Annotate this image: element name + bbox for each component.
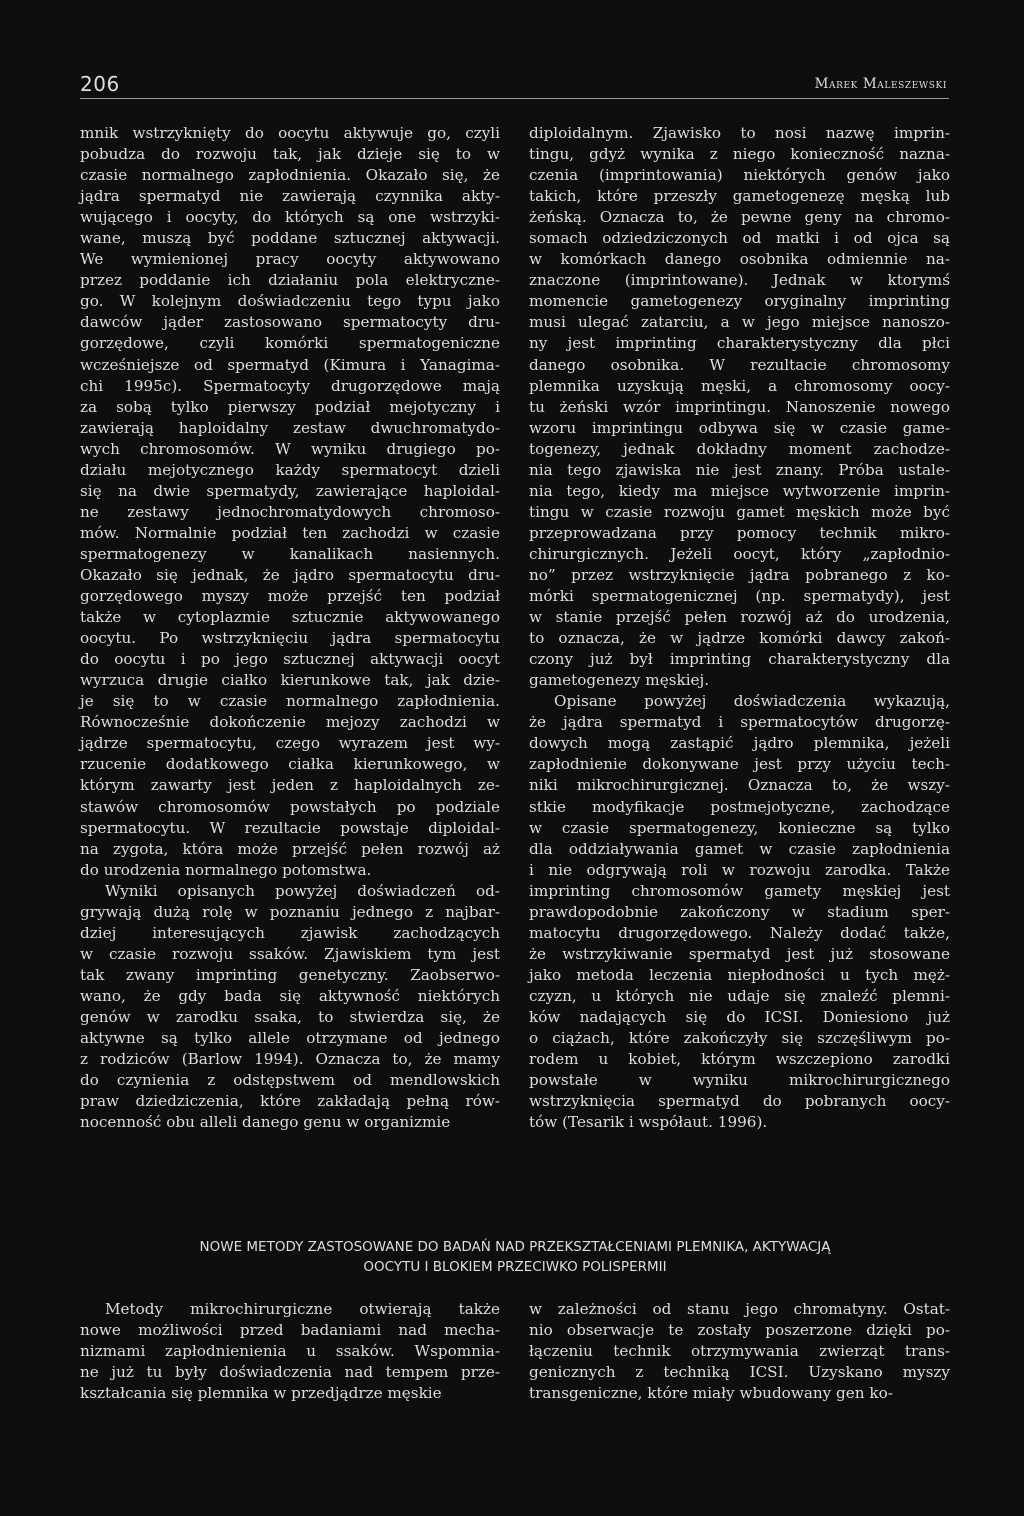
text-line: somach odziedziczonych od matki i od ojca są <box>529 229 950 248</box>
text-line: ny jest imprinting charakterystyczny dla płci <box>529 334 950 353</box>
text-line: do czynienia z odstępstwem od mendlowskich <box>80 1071 500 1090</box>
text-line: tingu w czasie rozwoju gamet męskich może być <box>529 502 950 521</box>
text-line: rzucenie dodatkowego ciałka kierunkowego, w <box>80 755 500 774</box>
text-line: niki mikrochirurgicznej. Oznacza to, że wszy- <box>529 776 950 795</box>
text-line: wstrzyknięcia spermatyd do pobranych oocy- <box>529 1092 950 1111</box>
text-line: ne zestawy jednochromatydowych chromoso- <box>80 502 500 521</box>
text-line: łączeniu technik otrzymywania zwierząt trans- <box>529 1342 950 1361</box>
text-line: w czasie spermatogenezy, konieczne są tylko <box>529 818 950 837</box>
right-column-top <box>529 123 950 1133</box>
text-line: ne już tu były doświadczenia nad tempem prze- <box>80 1363 500 1382</box>
text-line: mnik wstrzyknięty do oocytu aktywuje go, czyli <box>80 124 500 142</box>
text-line: transgeniczne, które miały wbudowany gen ko- <box>529 1384 893 1403</box>
text-line: działu mejotycznego każdy spermatocyt dzieli <box>80 460 500 479</box>
running-head: Marek Maleszewski <box>814 76 947 92</box>
text-line: wyrzuca drugie ciałko kierunkowe tak, jak dzie- <box>80 671 500 690</box>
left-column-top <box>80 123 500 1133</box>
section-heading-line: NOWE METODY ZASTOSOWANE DO BADAŃ NAD PRZEKSZTAŁCENIAMI PLEMNIKA, AKTYWACJĄ <box>199 1239 831 1255</box>
text-line: w komórkach danego osobnika odmiennie na- <box>529 250 950 269</box>
text-line: wującego i oocyty, do których są one wstrzyki- <box>80 208 500 227</box>
text-line: dziej interesujących zjawisk zachodzących <box>80 923 500 942</box>
text-line: Wyniki opisanych powyżej doświadczeń od- <box>105 881 500 900</box>
text-line: czony już był imprinting charakterystyczny dla <box>529 650 950 669</box>
text-line: tingu, gdyż wynika z niego konieczność nazna- <box>529 145 950 164</box>
text-line: nocenność obu alleli danego genu w organizmie <box>80 1113 451 1132</box>
text-line: za sobą tylko pierwszy podział mejotyczny i <box>80 397 500 416</box>
text-line: praw dziedziczenia, które zakładają pełną rów- <box>80 1092 500 1111</box>
text-line: stkie modyfikacje postmejotyczne, zachodzące <box>529 797 950 816</box>
text-line: nia tego zjawiska nie jest znany. Próba ustale- <box>529 460 950 479</box>
text-line: spermatocytu. W rezultacie powstaje diploidal- <box>80 818 500 837</box>
text-line: go. W kolejnym doświadczeniu tego typu jako <box>80 292 500 311</box>
text-line: do oocytu i po jego sztucznej aktywacji oocyt <box>80 650 500 669</box>
text-line: to oznacza, że w jądrze komórki dawcy zakoń- <box>529 629 950 648</box>
text-line: powstałe w wyniku mikrochirurgicznego <box>529 1071 950 1090</box>
text-line: pobudza do rozwoju tak, jak dzieje się to w <box>80 145 500 164</box>
text-line: aktywne są tylko allele otrzymane od jednego <box>80 1029 500 1048</box>
text-line: dowych mogą zastąpić jądro plemnika, jeżeli <box>529 734 950 753</box>
text-line: Metody mikrochirurgiczne otwierają także <box>105 1300 500 1318</box>
text-line: że jądra spermatyd i spermatocytów drugorzę- <box>529 713 950 732</box>
text-line: imprinting chromosomów gamety męskiej jest <box>529 881 950 900</box>
text-line: nia tego, kiedy ma miejsce wytworzenie imprin- <box>529 481 950 500</box>
text-line: prawdopodobnie zakończony w stadium sper- <box>529 902 950 921</box>
text-line: oocytu. Po wstrzyknięciu jądra spermatocytu <box>80 629 500 648</box>
text-line: o ciążach, które zakończyły się szczęśliwym po- <box>529 1029 950 1048</box>
text-line: na zygota, która może przejść pełen rozwój aż <box>80 839 500 858</box>
page-number: 206 <box>80 72 120 96</box>
text-line: wych chromosomów. W wyniku drugiego po- <box>80 439 500 458</box>
left-column-bottom <box>80 1299 500 1404</box>
text-line: Okazało się jednak, że jądro spermatocytu dru- <box>80 565 500 584</box>
text-line: togenezy, jednak dokładny moment zachodze- <box>529 439 950 458</box>
text-line: danego osobnika. W rezultacie chromosomy <box>529 355 950 374</box>
page-header <box>80 72 949 99</box>
text-line: wzoru imprintingu odbywa się w czasie game- <box>529 418 950 437</box>
text-line: genów w zarodku ssaka, to stwierdza się, że <box>80 1007 500 1026</box>
text-line: przez poddanie ich działaniu pola elektryczne- <box>80 271 500 290</box>
section-heading <box>80 1237 950 1277</box>
text-line: nizmami zapłodnienienia u ssaków. Wspomnia- <box>80 1342 500 1361</box>
text-line: diploidalnym. Zjawisko to nosi nazwę imprin- <box>529 124 950 142</box>
text-line: przeprowadzana przy pomocy technik mikro- <box>529 523 950 542</box>
text-line: czyzn, u których nie udaje się znaleźć plemni- <box>529 986 950 1005</box>
text-line: tów (Tesarik i współaut. 1996). <box>529 1113 768 1132</box>
text-line: gorzędowego myszy może przejść ten podział <box>80 587 500 606</box>
text-line: jako metoda leczenia niepłodności u tych męż- <box>529 965 950 984</box>
text-line: w czasie rozwoju ssaków. Zjawiskiem tym jest <box>80 944 500 963</box>
text-line: czasie normalnego zapłodnienia. Okazało się, że <box>80 166 500 185</box>
text-line: mów. Normalnie podział ten zachodzi w czasie <box>80 523 500 542</box>
text-line: takich, które przeszły gametogenezę męską lub <box>529 187 950 206</box>
text-line: tak zwany imprinting genetyczny. Zaobserwo- <box>80 965 500 984</box>
text-line: je się to w czasie normalnego zapłodnienia. <box>80 692 500 711</box>
text-line: gametogenezy męskiej. <box>529 671 710 690</box>
text-line: ków nadających się do ICSI. Doniesiono już <box>529 1007 950 1026</box>
text-line: że wstrzykiwanie spermatyd jest już stosowane <box>529 944 950 963</box>
text-line: także w cytoplazmie sztucznie aktywowanego <box>80 608 500 627</box>
text-line: stawów chromosomów powstałych po podziale <box>80 797 500 816</box>
text-line: wane, muszą być poddane sztucznej aktywacji. <box>80 229 500 248</box>
text-line: zawierają haploidalny zestaw dwuchromatydo- <box>80 418 500 437</box>
text-line: do urodzenia normalnego potomstwa. <box>80 860 372 879</box>
text-line: wano, że gdy bada się aktywność niektórych <box>80 986 500 1005</box>
right-column-bottom <box>529 1299 950 1404</box>
text-line: czenia (imprintowania) niektórych genów jako <box>529 166 950 185</box>
text-line: We wymienionej pracy oocyty aktywowano <box>80 250 500 269</box>
text-line: mórki spermatogenicznej (np. spermatydy), jest <box>529 587 950 606</box>
text-line: z rodziców (Barlow 1994). Oznacza to, że mamy <box>80 1050 500 1069</box>
text-line: musi ulegać zatarciu, a w jego miejsce nanoszo- <box>529 313 950 332</box>
text-line: w stanie przejść pełen rozwój aż do urodzenia, <box>529 608 950 627</box>
text-line: dawców jąder zastosowano spermatocyty dru- <box>80 313 500 332</box>
text-line: i nie odgrywają roli w rozwoju zarodka. Także <box>529 860 950 879</box>
section-heading-line: OOCYTU I BLOKIEM PRZECIWKO POLISPERMII <box>363 1259 667 1275</box>
text-line: znaczone (imprintowane). Jednak w ktorymś <box>529 271 950 290</box>
text-line: jądra spermatyd nie zawierają czynnika akty- <box>80 187 500 206</box>
text-line: Opisane powyżej doświadczenia wykazują, <box>554 692 950 711</box>
text-line: dla oddziaływania gamet w czasie zapłodnienia <box>529 839 950 858</box>
text-line: genicznych z techniką ICSI. Uzyskano myszy <box>529 1363 950 1382</box>
text-line: żeńską. Oznacza to, że pewne geny na chromo- <box>529 208 950 227</box>
text-line: plemnika uzyskują męski, a chromosomy oocy- <box>529 376 950 395</box>
text-line: się na dwie spermatydy, zawierające haploidal- <box>80 481 500 500</box>
text-line: momencie gametogenezy oryginalny imprinting <box>529 292 950 311</box>
text-line: nio obserwacje te zostały poszerzone dzięki po- <box>529 1321 950 1340</box>
text-line: nowe możliwości przed badaniami nad mecha- <box>80 1321 500 1340</box>
text-line: matocytu drugorzędowego. Należy dodać także, <box>529 923 950 942</box>
text-line: rodem u kobiet, którym wszczepiono zarodki <box>529 1050 950 1069</box>
text-line: wcześniejsze od spermatyd (Kimura i Yanagima- <box>80 355 500 374</box>
text-line: tu żeński wzór imprintingu. Nanoszenie nowego <box>529 397 950 416</box>
text-line: spermatogenezy w kanalikach nasiennych. <box>80 544 500 563</box>
text-line: w zależności od stanu jego chromatyny. Ostat- <box>529 1300 950 1318</box>
text-line: którym zawarty jest jeden z haploidalnych ze- <box>80 776 500 795</box>
text-line: jądrze spermatocytu, czego wyrazem jest wy- <box>80 734 500 753</box>
text-line: grywają dużą rolę w poznaniu jednego z najbar- <box>80 902 500 921</box>
text-line: no” przez wstrzyknięcie jądra pobranego z ko- <box>529 565 950 584</box>
text-line: kształcania się plemnika w przedjądrze męskie <box>80 1384 442 1403</box>
text-line: chirurgicznych. Jeżeli oocyt, który „zapłodnio- <box>529 544 950 563</box>
text-line: zapłodnienie dokonywane jest przy użyciu tech- <box>529 755 950 774</box>
text-line: chi 1995c). Spermatocyty drugorzędowe mają <box>80 376 500 395</box>
text-line: Równocześnie dokończenie mejozy zachodzi w <box>80 713 500 732</box>
text-line: gorzędowe, czyli komórki spermatogeniczne <box>80 334 500 353</box>
